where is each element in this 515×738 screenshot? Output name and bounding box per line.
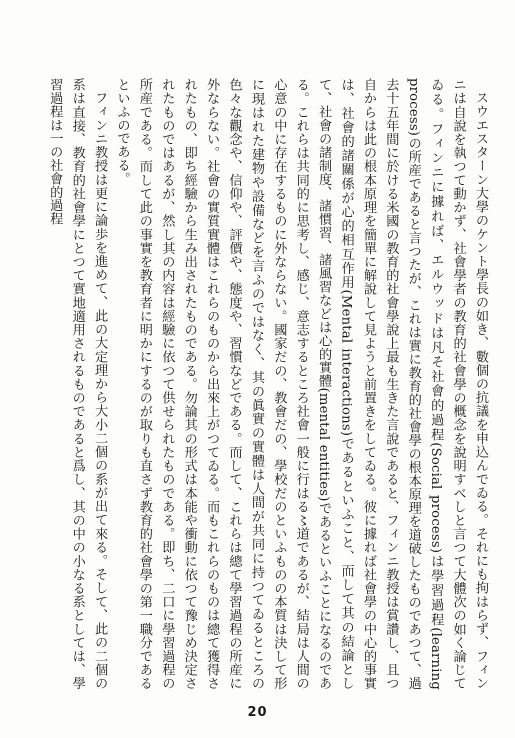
vertical-text-body bbox=[21, 78, 491, 690]
paragraph-1: スウエスターン大學のケント學長の如き、數個の抗議を申込んでゐる。それにも拘はらず、フィンニは自說を執つて動かず、社會學者の教育的社會學の概念を說明すべしと言つて大體次の如く論じてゐる。フィンニに據れば、エルウッドは凡そ社會的過程(Social process)は學習過程(learning process)の所産であると言つたが、これは實に教育的社會學の根本原理を道破したものであつて、過去十五年間に於ける米國の教育的社會學說上最も生きた言說であると、フィンニ教授は賞讚し、且つ自からは此の根本原理を簡單に解說して見ようと前置きをしてゐる。彼に據れば社會學の中心的事實は、社會的諸關係が心的相互作用(Mental interactions)であるといふこと、而して其の結論として、社會の諸制度、諸慣習、諸風習などは心的實體(mental entities)であるといふことになるのである。これらは共同的に思考し、感じ、意志するところ社會一般に行はる〻道であるが、結局は人間の心意の中に存在するものに外ならない。國家だの、教會だの、學校だのといふものの本質は決して形に現はれた建物や設備などを言ふのではなく、其の眞實の實體は人間が共同に持つてゐるところの色々な觀念や、信仰や、評價や、態度や、習慣などである。而して、これらは總て學習過程の所産に外ならない。社會の實質實體はこれらのものから出來上がつてゐる。而もこれらのものは總て獲得されたもの、即ち經驗から生み出されたものである。勿論其の形式は本能や衝動に依つて豫じめ決定されたものではあるが、然し其の内容は經驗に依つて供せられたものである。即ち、二口に學習過程の所産である。而して此の事實を教育者に明かにするのが取りも直さず教育的社會學の第一職分であるといふのである。 bbox=[114, 78, 488, 690]
page-number: 20 bbox=[247, 705, 268, 720]
paragraph-2: フィンニ教授は更に論歩を進めて、此の大定理から大小二個の系が出て來る。そして、此の二個の系は直接、教育的社會學にとつて實地適用されるものであると爲し、其の中の小なる系としては、學習過程は一の社會的過程 bbox=[47, 78, 108, 690]
